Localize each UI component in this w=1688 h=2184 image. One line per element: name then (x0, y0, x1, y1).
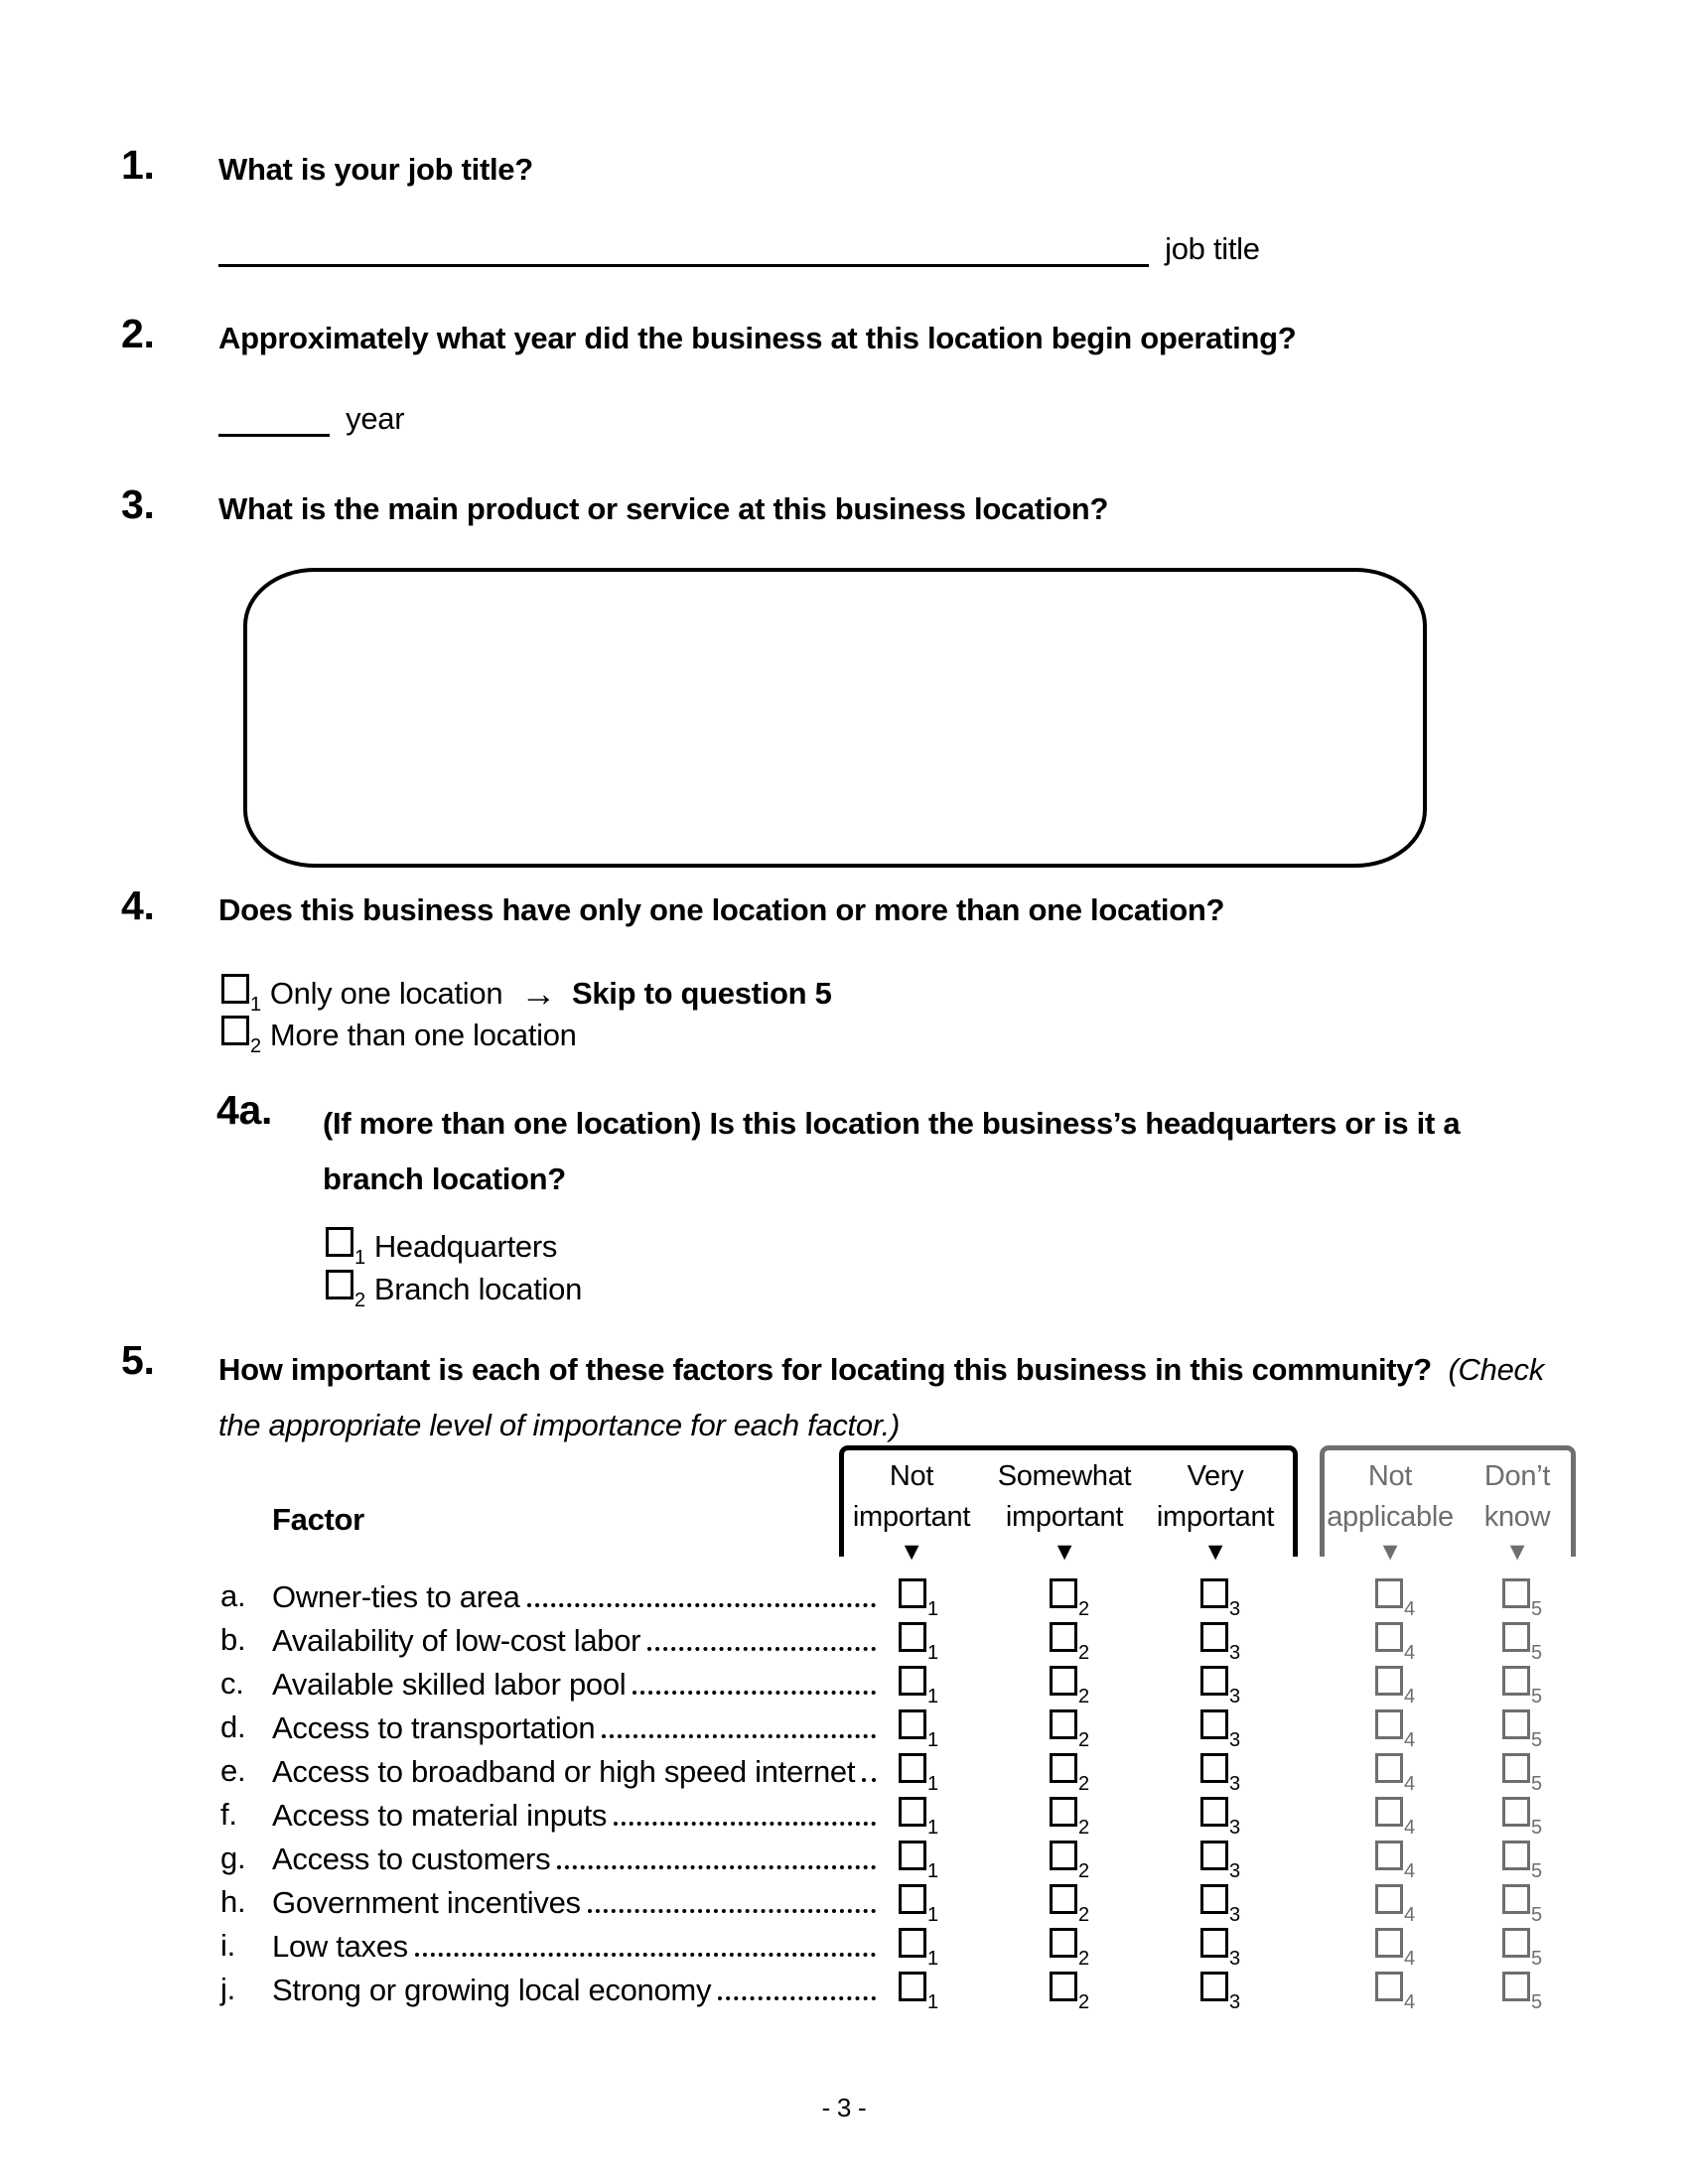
checkbox-subscript: 2 (1078, 1991, 1089, 2014)
checkbox-subscript: 2 (1078, 1948, 1089, 1971)
checkbox-box[interactable] (1502, 1622, 1530, 1652)
column-header-4: Not applicable (1327, 1460, 1454, 1533)
q1-answer-suffix: job title (1165, 231, 1260, 266)
checkbox-e-3[interactable] (1200, 1753, 1240, 1796)
factor-row-c (0, 1662, 1688, 1706)
q4-text: Does this business have only one location or more than one location? (218, 892, 1225, 927)
factor-row-i (0, 1924, 1688, 1971)
q5-text-main: How important is each of these factors for locating this business in this community? (218, 1352, 1432, 1387)
checkbox-subscript: 2 (1078, 1773, 1089, 1796)
q2-text: Approximately what year did the business at this location begin operating? (218, 321, 1297, 355)
checkbox-subscript: 4 (1404, 1598, 1415, 1621)
factor-letter: b. (220, 1622, 246, 1657)
factor-row-b (0, 1618, 1688, 1665)
checkbox-box[interactable] (1200, 1841, 1228, 1870)
checkbox-box[interactable] (1050, 1666, 1077, 1696)
dotted-leader (557, 1865, 876, 1869)
checkbox-a-2[interactable] (1050, 1578, 1089, 1621)
checkbox-g-1[interactable] (899, 1841, 938, 1883)
checkbox-subscript: 1 (927, 1948, 938, 1971)
checkbox-box[interactable] (1502, 1797, 1530, 1827)
q4a-option-1-label: Headquarters (373, 1229, 558, 1264)
checkbox-d-2[interactable] (1050, 1709, 1089, 1752)
checkbox-box[interactable] (1502, 1578, 1530, 1608)
factor-label: Access to transportation (272, 1710, 596, 1745)
factor-label: Access to customers (272, 1842, 551, 1876)
checkbox-box[interactable] (1050, 1928, 1077, 1958)
checkbox-b-2[interactable] (1050, 1622, 1089, 1665)
checkbox-box[interactable] (899, 1578, 926, 1608)
checkbox-j-5[interactable] (1502, 1972, 1542, 2014)
q4a-option-2-subscript: 2 (354, 1290, 365, 1312)
dotted-leader (862, 1778, 876, 1782)
q1-answer-line[interactable] (218, 222, 1149, 267)
checkbox-subscript: 4 (1404, 1904, 1415, 1927)
factor-label-wrap (272, 1880, 886, 1922)
q2-answer-row (218, 392, 616, 437)
q1-answer-row (218, 222, 1410, 267)
checkbox-subscript: 3 (1229, 1729, 1240, 1752)
checkbox-subscript: 5 (1531, 1948, 1542, 1971)
factor-label: Access to broadband or high speed internet (272, 1754, 856, 1789)
q4-number: 4. (121, 883, 155, 928)
checkbox-subscript: 2 (1078, 1817, 1089, 1840)
checkbox-box[interactable] (899, 1972, 926, 2001)
skip-arrow-icon: → (520, 973, 556, 1014)
checkbox-subscript: 5 (1531, 1860, 1542, 1883)
checkbox-box[interactable] (1200, 1622, 1228, 1652)
q4-option-1-checkbox[interactable] (221, 974, 249, 1004)
factor-label: Government incentives (272, 1885, 581, 1920)
checkbox-subscript: 3 (1229, 1598, 1240, 1621)
checkbox-box[interactable] (1502, 1928, 1530, 1958)
factor-letter: e. (220, 1753, 246, 1788)
checkbox-h-3[interactable] (1200, 1884, 1240, 1927)
checkbox-box[interactable] (1375, 1841, 1403, 1870)
checkbox-box[interactable] (1200, 1709, 1228, 1739)
checkbox-box[interactable] (899, 1709, 926, 1739)
checkbox-g-3[interactable] (1200, 1841, 1240, 1883)
checkbox-h-4[interactable] (1375, 1884, 1415, 1927)
checkbox-box[interactable] (1375, 1709, 1403, 1739)
q4-option-1-subscript: 1 (250, 994, 261, 1017)
checkbox-c-3[interactable] (1200, 1666, 1240, 1708)
dotted-leader (633, 1691, 876, 1695)
checkbox-box[interactable] (1200, 1578, 1228, 1608)
checkbox-f-5[interactable] (1502, 1797, 1542, 1840)
checkbox-f-4[interactable] (1375, 1797, 1415, 1840)
checkbox-box[interactable] (1050, 1622, 1077, 1652)
checkbox-box[interactable] (1375, 1666, 1403, 1696)
checkbox-i-1[interactable] (899, 1928, 938, 1971)
factor-label-wrap (272, 1793, 886, 1835)
q4a-option-1-subscript: 1 (354, 1247, 365, 1270)
q1-number: 1. (121, 142, 155, 188)
checkbox-subscript: 4 (1404, 1773, 1415, 1796)
factor-label-wrap (272, 1574, 886, 1616)
checkbox-subscript: 4 (1404, 1817, 1415, 1840)
checkbox-box[interactable] (1050, 1841, 1077, 1870)
checkbox-i-4[interactable] (1375, 1928, 1415, 1971)
checkbox-box[interactable] (1050, 1578, 1077, 1608)
checkbox-subscript: 4 (1404, 1860, 1415, 1883)
checkbox-h-5[interactable] (1502, 1884, 1542, 1927)
checkbox-j-2[interactable] (1050, 1972, 1089, 2014)
checkbox-subscript: 1 (927, 1642, 938, 1665)
factor-label: Strong or growing local economy (272, 1973, 712, 2007)
checkbox-box[interactable] (1050, 1797, 1077, 1827)
checkbox-d-1[interactable] (899, 1709, 938, 1752)
checkbox-subscript: 3 (1229, 1686, 1240, 1708)
checkbox-subscript: 2 (1078, 1860, 1089, 1883)
checkbox-f-2[interactable] (1050, 1797, 1089, 1840)
checkbox-j-3[interactable] (1200, 1972, 1240, 2014)
checkbox-b-4[interactable] (1375, 1622, 1415, 1665)
checkbox-box[interactable] (1375, 1972, 1403, 2001)
q4a-option-2-checkbox[interactable] (326, 1270, 353, 1299)
dotted-leader (718, 1996, 876, 2000)
checkbox-box[interactable] (899, 1884, 926, 1914)
checkbox-box[interactable] (1502, 1709, 1530, 1739)
q4-option-2-checkbox[interactable] (221, 1016, 249, 1045)
checkbox-box[interactable] (1200, 1797, 1228, 1827)
q4a-option-1-checkbox[interactable] (326, 1227, 353, 1257)
checkbox-i-2[interactable] (1050, 1928, 1089, 1971)
checkbox-box[interactable] (1375, 1753, 1403, 1783)
checkbox-subscript: 4 (1404, 1686, 1415, 1708)
factor-label-wrap (272, 1662, 886, 1704)
q5-number: 5. (121, 1337, 155, 1383)
factor-label: Available skilled labor pool (272, 1667, 627, 1702)
column-arrow-icon: ▼ (1202, 1538, 1228, 1566)
checkbox-subscript: 1 (927, 1773, 938, 1796)
factor-letter: a. (220, 1578, 246, 1613)
q3-number: 3. (121, 481, 155, 527)
q4a-number: 4a. (216, 1087, 273, 1133)
checkbox-c-4[interactable] (1375, 1666, 1415, 1708)
factor-letter: h. (220, 1884, 246, 1919)
dotted-leader (588, 1909, 876, 1913)
checkbox-subscript: 4 (1404, 1729, 1415, 1752)
dotted-leader (415, 1953, 876, 1957)
column-arrow-icon: ▼ (1052, 1538, 1077, 1566)
checkbox-box[interactable] (899, 1753, 926, 1783)
dotted-leader (647, 1647, 876, 1651)
factor-letter: f. (220, 1797, 237, 1832)
checkbox-subscript: 4 (1404, 1642, 1415, 1665)
checkbox-box[interactable] (1502, 1841, 1530, 1870)
checkbox-subscript: 1 (927, 1991, 938, 2014)
checkbox-box[interactable] (899, 1797, 926, 1827)
checkbox-subscript: 5 (1531, 1686, 1542, 1708)
checkbox-h-1[interactable] (899, 1884, 938, 1927)
checkbox-box[interactable] (1050, 1972, 1077, 2001)
checkbox-subscript: 5 (1531, 1991, 1542, 2014)
checkbox-subscript: 1 (927, 1817, 938, 1840)
checkbox-box[interactable] (1200, 1972, 1228, 2001)
checkbox-a-3[interactable] (1200, 1578, 1240, 1621)
checkbox-subscript: 1 (927, 1686, 938, 1708)
q2-answer-suffix: year (346, 401, 405, 436)
checkbox-box[interactable] (899, 1841, 926, 1870)
factor-label-wrap (272, 1618, 886, 1660)
checkbox-subscript: 3 (1229, 1817, 1240, 1840)
checkbox-subscript: 2 (1078, 1729, 1089, 1752)
factor-label: Low taxes (272, 1929, 408, 1964)
checkbox-box[interactable] (1502, 1884, 1530, 1914)
q4a-option-2-label: Branch location (373, 1272, 583, 1306)
column-arrow-icon: ▼ (899, 1538, 924, 1566)
checkbox-box[interactable] (1200, 1928, 1228, 1958)
q4-option-1 (221, 973, 832, 1017)
checkbox-j-4[interactable] (1375, 1972, 1415, 2014)
checkbox-j-1[interactable] (899, 1972, 938, 2014)
checkbox-i-5[interactable] (1502, 1928, 1542, 1971)
checkbox-c-5[interactable] (1502, 1666, 1542, 1708)
dotted-leader (614, 1822, 876, 1826)
checkbox-subscript: 5 (1531, 1773, 1542, 1796)
page-number: - 3 - (821, 2093, 867, 2122)
q4a-option-2 (326, 1270, 582, 1312)
checkbox-c-2[interactable] (1050, 1666, 1089, 1708)
checkbox-subscript: 5 (1531, 1904, 1542, 1927)
checkbox-b-1[interactable] (899, 1622, 938, 1665)
q2-number: 2. (121, 311, 155, 356)
checkbox-subscript: 1 (927, 1729, 938, 1752)
factor-row-j (0, 1968, 1688, 2014)
q1-text: What is your job title? (218, 152, 533, 187)
checkbox-subscript: 5 (1531, 1729, 1542, 1752)
factor-label: Access to material inputs (272, 1798, 608, 1833)
q5-text-italic: (Check the appropriate level of importance for each factor.) (218, 1352, 1544, 1442)
checkbox-e-5[interactable] (1502, 1753, 1542, 1796)
checkbox-subscript: 1 (927, 1598, 938, 1621)
checkbox-subscript: 3 (1229, 1948, 1240, 1971)
checkbox-box[interactable] (1200, 1753, 1228, 1783)
q4-option-2 (221, 1016, 577, 1058)
factor-letter: j. (220, 1972, 235, 2006)
factor-letter: g. (220, 1841, 246, 1875)
checkbox-a-1[interactable] (899, 1578, 938, 1621)
factor-row-f (0, 1793, 1688, 1840)
checkbox-h-2[interactable] (1050, 1884, 1089, 1927)
q2-answer-line[interactable] (218, 392, 330, 437)
checkbox-box[interactable] (1375, 1928, 1403, 1958)
checkbox-d-4[interactable] (1375, 1709, 1415, 1752)
factor-letter: i. (220, 1928, 235, 1963)
checkbox-subscript: 1 (927, 1860, 938, 1883)
q3-text: What is the main product or service at this business location? (218, 491, 1109, 526)
q3-answer-box[interactable] (243, 568, 1427, 868)
factor-label: Owner-ties to area (272, 1579, 520, 1614)
checkbox-subscript: 2 (1078, 1598, 1089, 1621)
checkbox-subscript: 5 (1531, 1598, 1542, 1621)
checkbox-box[interactable] (899, 1622, 926, 1652)
factor-row-d (0, 1706, 1688, 1752)
factor-label-wrap (272, 1837, 886, 1878)
checkbox-subscript: 3 (1229, 1991, 1240, 2014)
checkbox-box[interactable] (1375, 1622, 1403, 1652)
checkbox-a-4[interactable] (1375, 1578, 1415, 1621)
checkbox-g-2[interactable] (1050, 1841, 1089, 1883)
column-arrow-icon: ▼ (1377, 1538, 1403, 1566)
checkbox-subscript: 3 (1229, 1860, 1240, 1883)
q5-text (218, 1342, 1554, 1453)
checkbox-e-1[interactable] (899, 1753, 938, 1796)
factor-letter: d. (220, 1709, 246, 1744)
checkbox-b-5[interactable] (1502, 1622, 1542, 1665)
factor-row-a (0, 1574, 1688, 1621)
checkbox-subscript: 5 (1531, 1642, 1542, 1665)
factor-label-wrap (272, 1924, 886, 1966)
checkbox-box[interactable] (1502, 1972, 1530, 2001)
checkbox-box[interactable] (1200, 1666, 1228, 1696)
checkbox-box[interactable] (1375, 1884, 1403, 1914)
factor-label-wrap (272, 1968, 886, 2009)
dotted-leader (527, 1603, 876, 1607)
checkbox-f-3[interactable] (1200, 1797, 1240, 1840)
checkbox-d-3[interactable] (1200, 1709, 1240, 1752)
checkbox-box[interactable] (1502, 1666, 1530, 1696)
factor-label: Availability of low-cost labor (272, 1623, 641, 1658)
factor-column-header: Factor (272, 1502, 364, 1537)
q4a-text: (If more than one location) Is this location the business’s headquarters or is it a branch location? (323, 1106, 1461, 1196)
checkbox-subscript: 3 (1229, 1904, 1240, 1927)
checkbox-box[interactable] (899, 1666, 926, 1696)
checkbox-box[interactable] (899, 1928, 926, 1958)
checkbox-box[interactable] (1375, 1578, 1403, 1608)
factor-label-wrap (272, 1706, 886, 1747)
checkbox-subscript: 2 (1078, 1642, 1089, 1665)
checkbox-c-1[interactable] (899, 1666, 938, 1708)
q4a-option-1 (326, 1227, 557, 1270)
column-header-5: Don’t know (1483, 1460, 1551, 1533)
column-header-3: Very important (1156, 1460, 1275, 1533)
checkbox-a-5[interactable] (1502, 1578, 1542, 1621)
checkbox-d-5[interactable] (1502, 1709, 1542, 1752)
dotted-leader (602, 1734, 876, 1738)
checkbox-g-5[interactable] (1502, 1841, 1542, 1883)
q4-skip-text: Skip to question 5 (571, 976, 832, 1011)
checkbox-box[interactable] (1200, 1884, 1228, 1914)
checkbox-subscript: 4 (1404, 1991, 1415, 2014)
factor-letter: c. (220, 1666, 244, 1701)
factor-row-g (0, 1837, 1688, 1883)
checkbox-box[interactable] (1375, 1797, 1403, 1827)
checkbox-subscript: 1 (927, 1904, 938, 1927)
checkbox-i-3[interactable] (1200, 1928, 1240, 1971)
checkbox-subscript: 2 (1078, 1904, 1089, 1927)
factor-row-h (0, 1880, 1688, 1927)
checkbox-box[interactable] (1502, 1753, 1530, 1783)
checkbox-box[interactable] (1050, 1709, 1077, 1739)
factor-label-wrap (272, 1749, 886, 1791)
checkbox-g-4[interactable] (1375, 1841, 1415, 1883)
column-arrow-icon: ▼ (1504, 1538, 1530, 1566)
column-header-2: Somewhat important (997, 1460, 1132, 1533)
q4-option-1-label: Only one location (269, 976, 503, 1011)
checkbox-subscript: 3 (1229, 1642, 1240, 1665)
checkbox-f-1[interactable] (899, 1797, 938, 1840)
checkbox-e-2[interactable] (1050, 1753, 1089, 1796)
checkbox-box[interactable] (1050, 1753, 1077, 1783)
checkbox-b-3[interactable] (1200, 1622, 1240, 1665)
factor-row-e (0, 1749, 1688, 1796)
checkbox-subscript: 5 (1531, 1817, 1542, 1840)
checkbox-box[interactable] (1050, 1884, 1077, 1914)
checkbox-subscript: 2 (1078, 1686, 1089, 1708)
q4-option-2-label: More than one location (269, 1018, 577, 1052)
checkbox-e-4[interactable] (1375, 1753, 1415, 1796)
checkbox-subscript: 3 (1229, 1773, 1240, 1796)
column-header-1: Not important (852, 1460, 971, 1533)
q4-option-2-subscript: 2 (250, 1035, 261, 1058)
checkbox-subscript: 4 (1404, 1948, 1415, 1971)
